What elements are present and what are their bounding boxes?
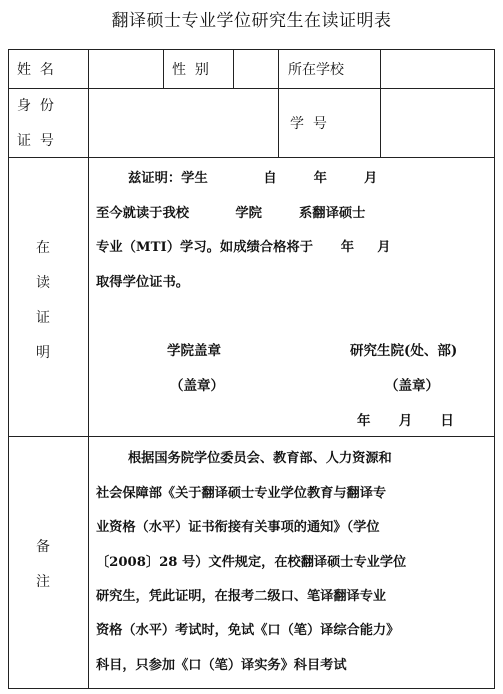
grad-school-seal-label: 研究生院(处、部): [350, 343, 458, 359]
table-row-divider: [8, 436, 495, 437]
name-label: 姓 名: [17, 62, 54, 78]
table-row-divider: [8, 157, 495, 158]
page-title: 翻译硕士专业学位研究生在读证明表: [111, 11, 392, 31]
table-col-divider: [163, 49, 164, 89]
proof-side-label-3: 证: [36, 310, 50, 326]
name-field[interactable]: [90, 51, 162, 87]
table-border-bottom: [8, 688, 495, 689]
table-border-top: [8, 49, 495, 50]
student-no-field[interactable]: [382, 90, 493, 156]
grad-school-seal-paren: （盖章）: [385, 378, 439, 394]
id-label-line1: 身 份: [17, 98, 54, 114]
note-line-5: 研究生，凭此证明，在报考二级口、笔译翻译专业: [96, 589, 387, 604]
gender-label: 性 别: [172, 62, 209, 78]
table-border-left: [8, 49, 9, 689]
proof-line-4: 取得学位证书。: [96, 275, 190, 290]
note-side-label-1: 备: [36, 539, 50, 555]
proof-line-2: 至今就读于我校 学院 系翻译硕士: [96, 206, 366, 221]
proof-side-label-1: 在: [36, 240, 50, 256]
table-border-right: [494, 49, 495, 689]
proof-side-label-2: 读: [36, 275, 50, 291]
proof-side-label-4: 明: [36, 345, 50, 361]
note-line-1: 根据国务院学位委员会、教育部、人力资源和: [128, 451, 392, 466]
school-field[interactable]: [382, 51, 493, 87]
college-seal-paren: （盖章）: [170, 378, 224, 394]
table-col-divider: [380, 49, 381, 157]
table-col-divider: [233, 49, 234, 89]
note-side-label-2: 注: [36, 574, 50, 590]
note-line-6: 资格（水平）考试时，免试《口（笔）译综合能力》: [96, 623, 400, 638]
college-seal-label: 学院盖章: [167, 343, 221, 359]
note-line-7: 科目，只参加《口（笔）译实务》科目考试: [96, 658, 347, 673]
id-label-line2: 证 号: [17, 133, 54, 149]
proof-line-1: 兹证明：学生 自 年 月: [128, 171, 378, 186]
note-line-3: 业资格（水平）证书衔接有关事项的通知》（学位: [96, 520, 380, 535]
date-line: 年 月 日: [357, 413, 454, 429]
proof-line-3: 专业（MTI）学习。如成绩合格将于 年 月: [96, 240, 391, 255]
student-no-label: 学 号: [290, 116, 327, 132]
table-row-divider: [8, 88, 495, 89]
table-col-divider: [278, 49, 279, 157]
note-line-4: 〔2008〕28 号）文件规定，在校翻译硕士专业学位: [96, 555, 407, 570]
school-label: 所在学校: [288, 62, 344, 78]
gender-field[interactable]: [235, 51, 277, 87]
table-col-divider: [88, 49, 89, 689]
id-number-field[interactable]: [90, 90, 277, 156]
note-line-2: 社会保障部《关于翻译硕士专业学位教育与翻译专: [96, 486, 387, 501]
